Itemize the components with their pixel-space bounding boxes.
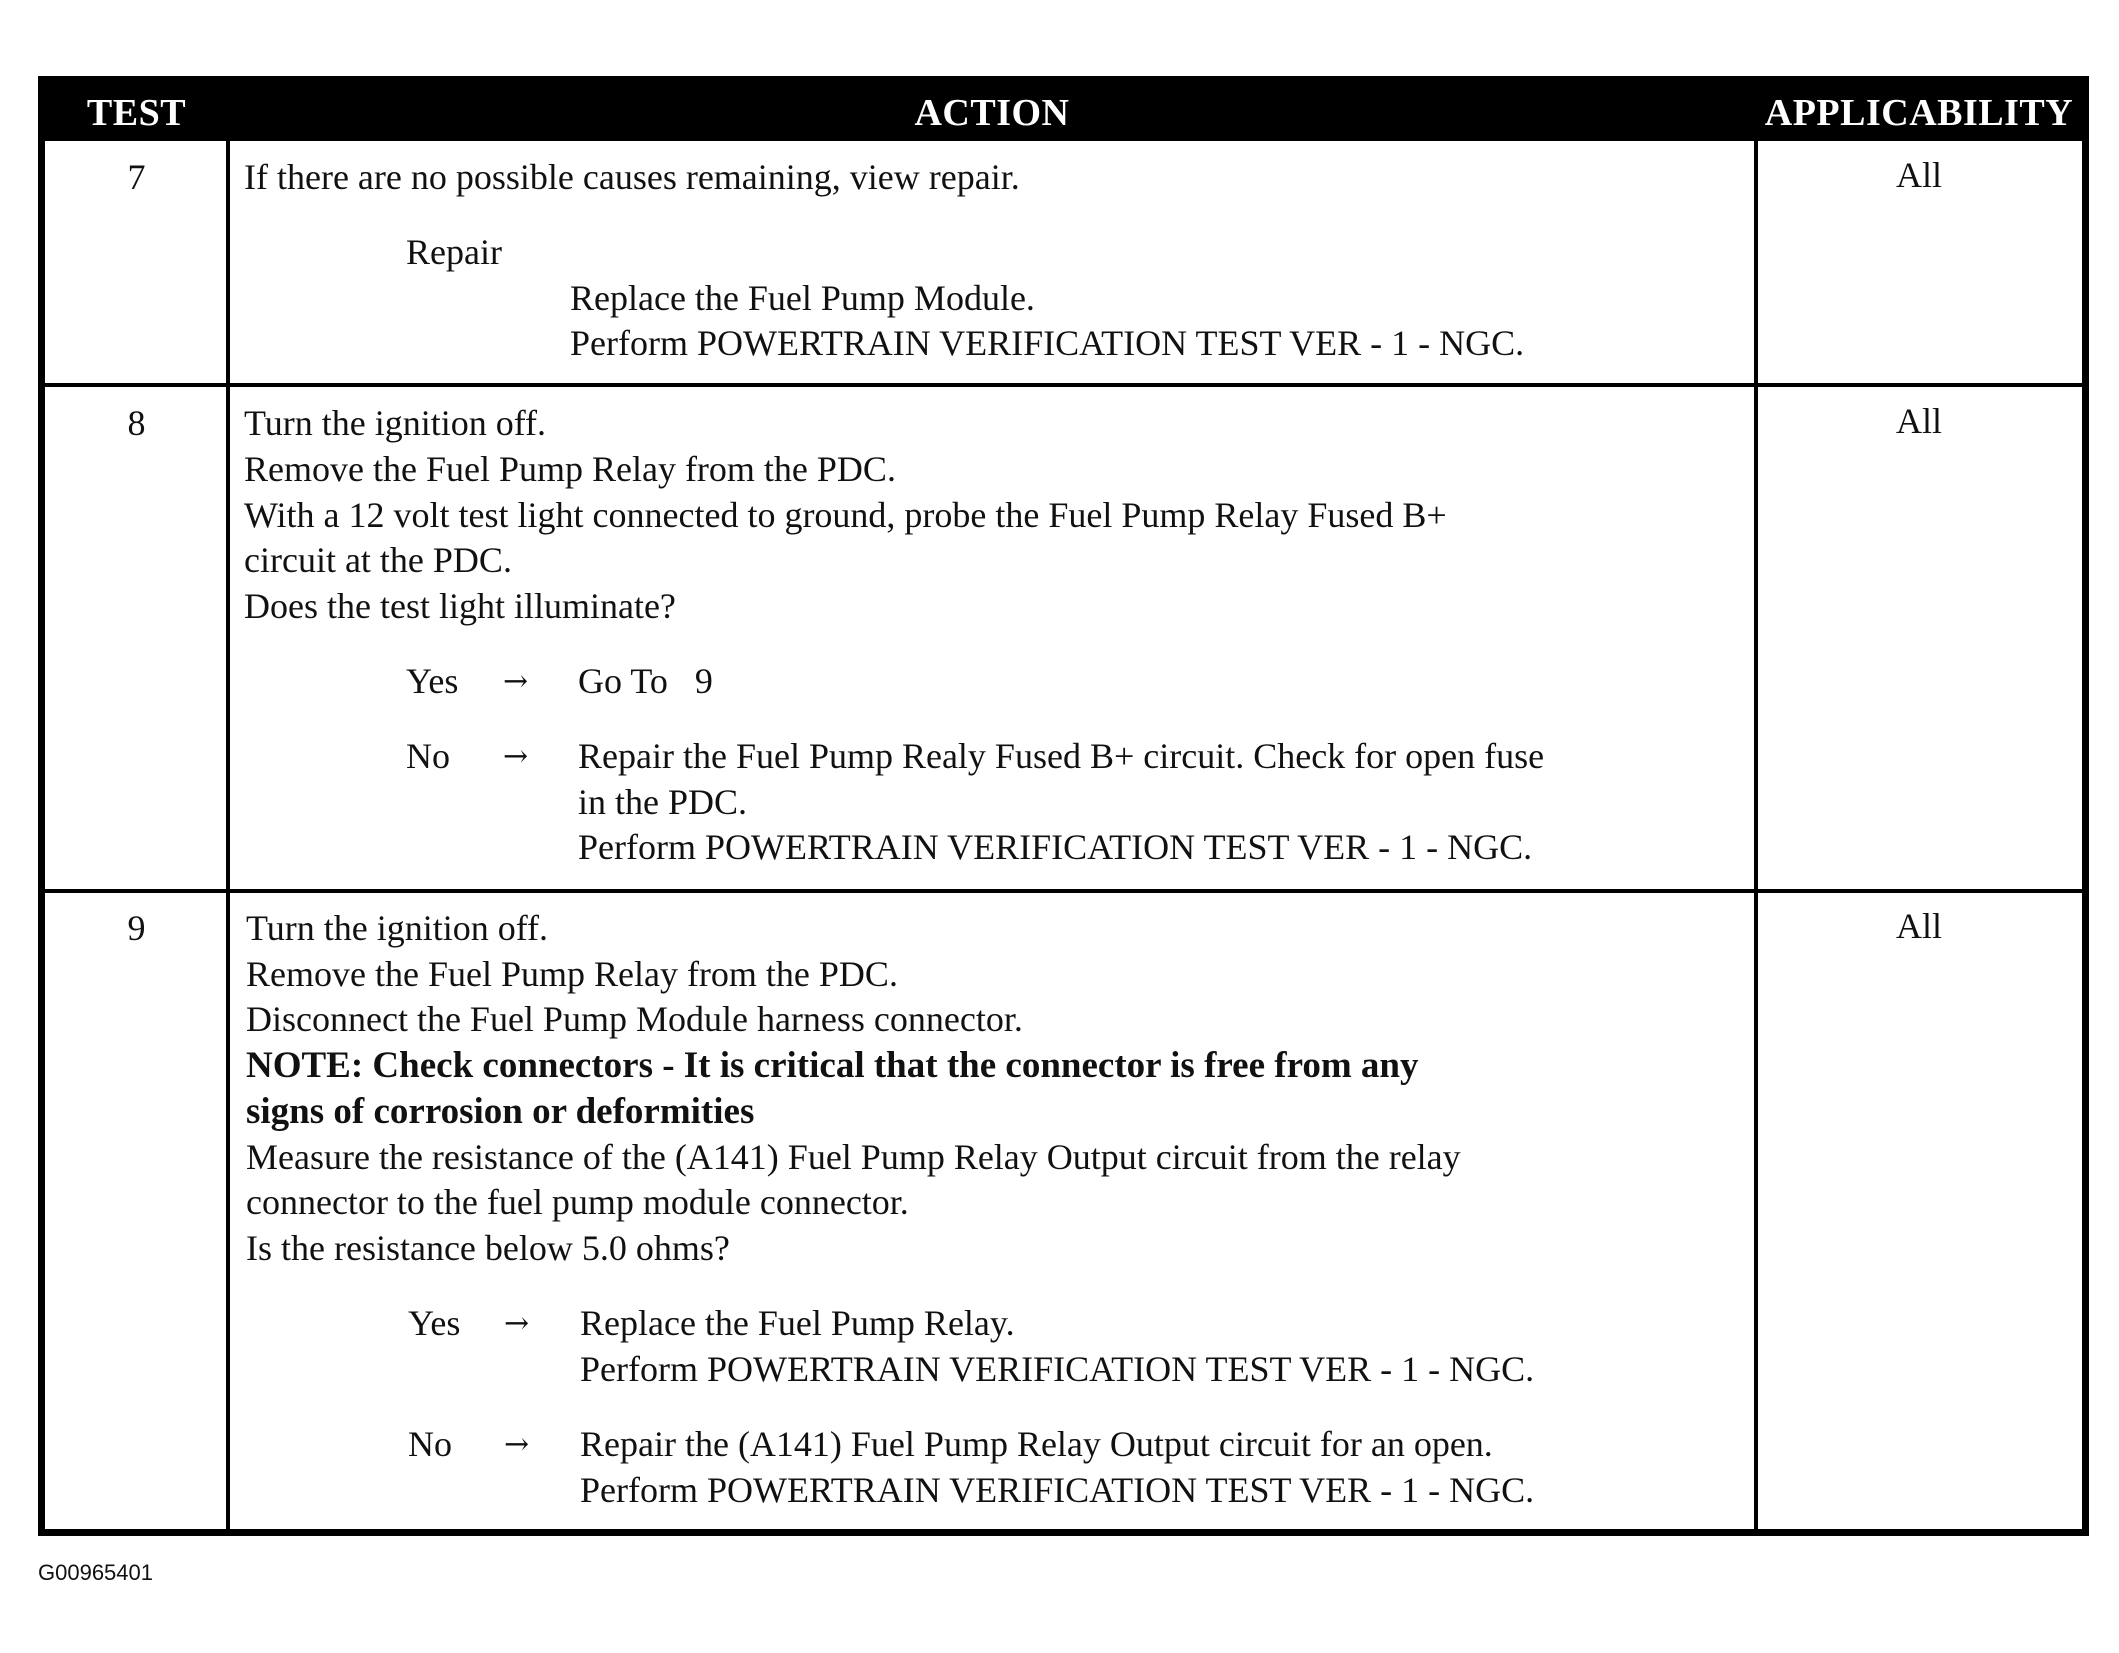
- note-line: signs of corrosion or deformities: [246, 1091, 755, 1132]
- repair-label: Repair: [406, 232, 502, 272]
- column-divider-test: [226, 141, 230, 1536]
- column-divider-applicability: [1754, 141, 1758, 1536]
- figure-id: G00965401: [38, 1560, 153, 1585]
- no-result-line: Repair the Fuel Pump Realy Fused B+ circuit. Check for open fuse: [578, 736, 1545, 776]
- arrow-icon: →: [504, 1306, 530, 1341]
- action-line: If there are no possible causes remaining, view repair.: [244, 157, 1020, 197]
- no-result-line: Repair the (A141) Fuel Pump Relay Output circuit for an open.: [580, 1424, 1493, 1464]
- test-number: 7: [127, 157, 146, 197]
- action-line: Does the test light illuminate?: [244, 586, 676, 626]
- diagnostic-test-table: [38, 76, 2089, 1536]
- header-action: ACTION: [914, 92, 1070, 134]
- no-label: No: [408, 1424, 452, 1464]
- yes-label: Yes: [408, 1303, 461, 1343]
- action-line: circuit at the PDC.: [244, 540, 512, 580]
- action-line: Measure the resistance of the (A141) Fuel Pump Relay Output circuit from the relay: [246, 1137, 1461, 1177]
- no-result-line: in the PDC.: [578, 782, 748, 822]
- no-result-line: Perform POWERTRAIN VERIFICATION TEST VER - 1 - NGC.: [580, 1470, 1535, 1510]
- row-divider-8-9: [45, 889, 2082, 893]
- action-line: Turn the ignition off.: [244, 403, 547, 443]
- test-number: 8: [127, 403, 146, 443]
- repair-line: Perform POWERTRAIN VERIFICATION TEST VER - 1 - NGC.: [570, 323, 1525, 363]
- arrow-icon: →: [503, 739, 529, 774]
- yes-result-line: Perform POWERTRAIN VERIFICATION TEST VER - 1 - NGC.: [580, 1349, 1535, 1389]
- applicability-value: All: [1895, 155, 1942, 195]
- action-line: connector to the fuel pump module connector.: [246, 1182, 909, 1222]
- table-header-row: [45, 83, 2082, 141]
- action-line: Is the resistance below 5.0 ohms?: [246, 1228, 730, 1268]
- row-divider-7-8: [45, 383, 2082, 387]
- no-label: No: [406, 736, 450, 776]
- applicability-value: All: [1895, 401, 1942, 441]
- action-line: With a 12 volt test light connected to ground, probe the Fuel Pump Relay Fused B+: [244, 495, 1447, 535]
- action-line: Remove the Fuel Pump Relay from the PDC.: [246, 954, 898, 994]
- yes-result-line: Replace the Fuel Pump Relay.: [580, 1303, 1015, 1343]
- applicability-value: All: [1895, 906, 1942, 946]
- header-test: TEST: [86, 92, 187, 134]
- arrow-icon: →: [503, 664, 529, 699]
- action-line: Disconnect the Fuel Pump Module harness connector.: [246, 999, 1023, 1039]
- no-result-line: Perform POWERTRAIN VERIFICATION TEST VER - 1 - NGC.: [578, 827, 1533, 867]
- repair-line: Replace the Fuel Pump Module.: [570, 278, 1035, 318]
- arrow-icon: →: [504, 1427, 530, 1462]
- action-line: Turn the ignition off.: [246, 908, 549, 948]
- header-applicability: APPLICABILITY: [1764, 92, 2074, 134]
- yes-label: Yes: [406, 661, 459, 701]
- yes-result: Go To 9: [578, 661, 713, 701]
- test-number: 9: [127, 908, 146, 948]
- action-line: Remove the Fuel Pump Relay from the PDC.: [244, 449, 896, 489]
- note-line: NOTE: Check connectors - It is critical that the connector is free from any: [246, 1045, 1419, 1086]
